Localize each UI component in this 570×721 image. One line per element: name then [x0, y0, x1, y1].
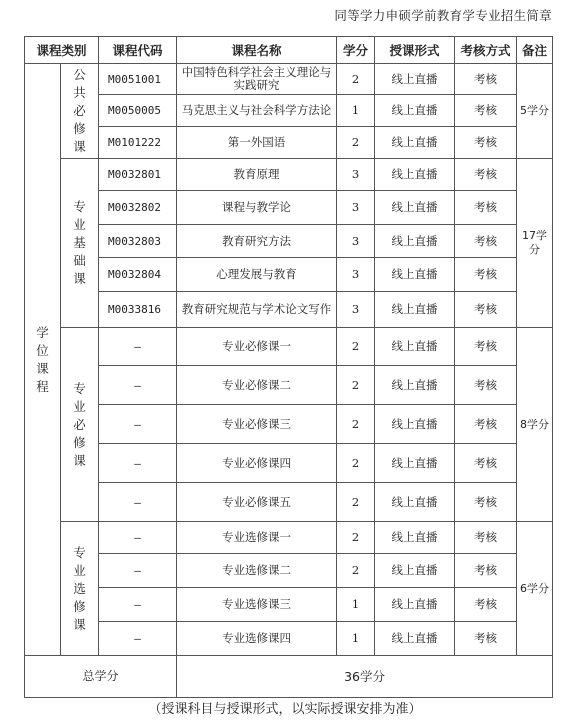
course-table [24, 36, 553, 698]
course-assessment: 考核 [455, 622, 517, 656]
table-row [25, 191, 553, 225]
course-name: 专业选修课二 [177, 554, 337, 588]
course-assessment: 考核 [455, 191, 517, 225]
course-mode: 线上直播 [375, 588, 455, 622]
course-code: – [99, 622, 177, 656]
course-mode: 线上直播 [375, 405, 455, 444]
course-assessment: 考核 [455, 405, 517, 444]
course-credit: 2 [337, 483, 375, 522]
course-name: 专业选修课一 [177, 522, 337, 554]
table-row [25, 127, 553, 159]
course-name: 课程与教学论 [177, 191, 337, 225]
footnote: （授课科目与授课形式，以实际授课安排为准） [148, 702, 422, 717]
table-row [25, 258, 553, 292]
header-name: 课程名称 [177, 37, 337, 64]
course-assessment: 考核 [455, 588, 517, 622]
course-name: 中国特色科学社会主义理论与实践研究 [177, 64, 337, 95]
course-credit: 3 [337, 191, 375, 225]
course-assessment: 考核 [455, 444, 517, 483]
group-label: 专业必修课 [73, 380, 86, 468]
course-credit: 3 [337, 225, 375, 258]
header-category: 课程类别 [25, 37, 99, 64]
course-assessment: 考核 [455, 64, 517, 95]
table-row [25, 366, 553, 405]
course-name: 心理发展与教育 [177, 258, 337, 292]
course-mode: 线上直播 [375, 444, 455, 483]
total-credits: 36学分 [177, 656, 553, 698]
header-code: 课程代码 [99, 37, 177, 64]
course-name: 专业必修课四 [177, 444, 337, 483]
course-mode: 线上直播 [375, 127, 455, 159]
course-name: 专业选修课四 [177, 622, 337, 656]
course-credit: 1 [337, 95, 375, 127]
header-assess: 考核方式 [455, 37, 517, 64]
course-credit: 2 [337, 366, 375, 405]
table-row [25, 444, 553, 483]
course-mode: 线上直播 [375, 483, 455, 522]
course-code: M0032802 [99, 191, 177, 225]
course-credit: 3 [337, 258, 375, 292]
course-assessment: 考核 [455, 483, 517, 522]
course-code: M0051001 [99, 64, 177, 95]
table-row [25, 64, 553, 95]
table-row [25, 225, 553, 258]
course-code: – [99, 405, 177, 444]
course-mode: 线上直播 [375, 366, 455, 405]
course-mode: 线上直播 [375, 622, 455, 656]
course-code: M0032803 [99, 225, 177, 258]
table-row [25, 159, 553, 191]
total-row [25, 656, 553, 698]
course-assessment: 考核 [455, 522, 517, 554]
course-credit: 2 [337, 522, 375, 554]
main-category-cell [25, 64, 61, 656]
course-mode: 线上直播 [375, 225, 455, 258]
course-code: – [99, 588, 177, 622]
course-name: 教育研究方法 [177, 225, 337, 258]
course-name: 专业必修课五 [177, 483, 337, 522]
course-name: 马克思主义与社会科学方法论 [177, 95, 337, 127]
table-row [25, 328, 553, 366]
course-credit: 1 [337, 622, 375, 656]
course-mode: 线上直播 [375, 522, 455, 554]
course-mode: 线上直播 [375, 258, 455, 292]
group-cell [61, 328, 99, 522]
course-code: – [99, 522, 177, 554]
total-label: 总学分 [25, 656, 177, 698]
document-title: 同等学力申硕学前教育学专业招生简章 [334, 8, 552, 23]
table-row [25, 522, 553, 554]
header-credit: 学分 [337, 37, 375, 64]
table-row [25, 554, 553, 588]
course-name: 专业必修课一 [177, 328, 337, 366]
table-row [25, 405, 553, 444]
course-code: M0032801 [99, 159, 177, 191]
course-assessment: 考核 [455, 225, 517, 258]
course-mode: 线上直播 [375, 191, 455, 225]
group-remark: 6学分 [517, 522, 553, 656]
course-code: M0032804 [99, 258, 177, 292]
main-category-label: 学位课程 [36, 324, 49, 394]
group-cell [61, 64, 99, 159]
table-row [25, 292, 553, 328]
course-credit: 2 [337, 328, 375, 366]
course-mode: 线上直播 [375, 292, 455, 328]
course-credit: 2 [337, 405, 375, 444]
course-name: 教育研究规范与学术论文写作 [177, 292, 337, 328]
group-cell [61, 159, 99, 328]
group-remark: 8学分 [517, 328, 553, 522]
course-code: – [99, 328, 177, 366]
course-mode: 线上直播 [375, 95, 455, 127]
course-credit: 1 [337, 588, 375, 622]
course-mode: 线上直播 [375, 328, 455, 366]
course-code: M0033816 [99, 292, 177, 328]
course-credit: 3 [337, 159, 375, 191]
group-label: 专业选修课 [73, 544, 86, 632]
course-name: 第一外国语 [177, 127, 337, 159]
course-name: 专业必修课二 [177, 366, 337, 405]
header-remark: 备注 [517, 37, 553, 64]
group-remark: 17学分 [517, 159, 553, 328]
course-assessment: 考核 [455, 328, 517, 366]
course-credit: 2 [337, 127, 375, 159]
course-code: M0050005 [99, 95, 177, 127]
course-mode: 线上直播 [375, 554, 455, 588]
course-assessment: 考核 [455, 554, 517, 588]
course-code: – [99, 483, 177, 522]
course-code: – [99, 444, 177, 483]
course-assessment: 考核 [455, 127, 517, 159]
course-assessment: 考核 [455, 95, 517, 127]
course-credit: 2 [337, 64, 375, 95]
group-cell [61, 522, 99, 656]
table-row [25, 588, 553, 622]
course-assessment: 考核 [455, 292, 517, 328]
course-assessment: 考核 [455, 159, 517, 191]
course-credit: 3 [337, 292, 375, 328]
course-code: – [99, 554, 177, 588]
table-row [25, 483, 553, 522]
group-label: 专业基础课 [73, 199, 86, 286]
group-remark: 5学分 [517, 64, 553, 159]
table-row [25, 95, 553, 127]
course-mode: 线上直播 [375, 159, 455, 191]
course-credit: 2 [337, 444, 375, 483]
course-credit: 2 [337, 554, 375, 588]
table-row [25, 622, 553, 656]
header-mode: 授课形式 [375, 37, 455, 64]
course-name: 专业必修课三 [177, 405, 337, 444]
course-assessment: 考核 [455, 258, 517, 292]
group-label: 公共必修课 [73, 67, 86, 154]
course-name: 专业选修课三 [177, 588, 337, 622]
course-code: M0101222 [99, 127, 177, 159]
course-assessment: 考核 [455, 366, 517, 405]
course-code: – [99, 366, 177, 405]
course-mode: 线上直播 [375, 64, 455, 95]
course-name: 教育原理 [177, 159, 337, 191]
